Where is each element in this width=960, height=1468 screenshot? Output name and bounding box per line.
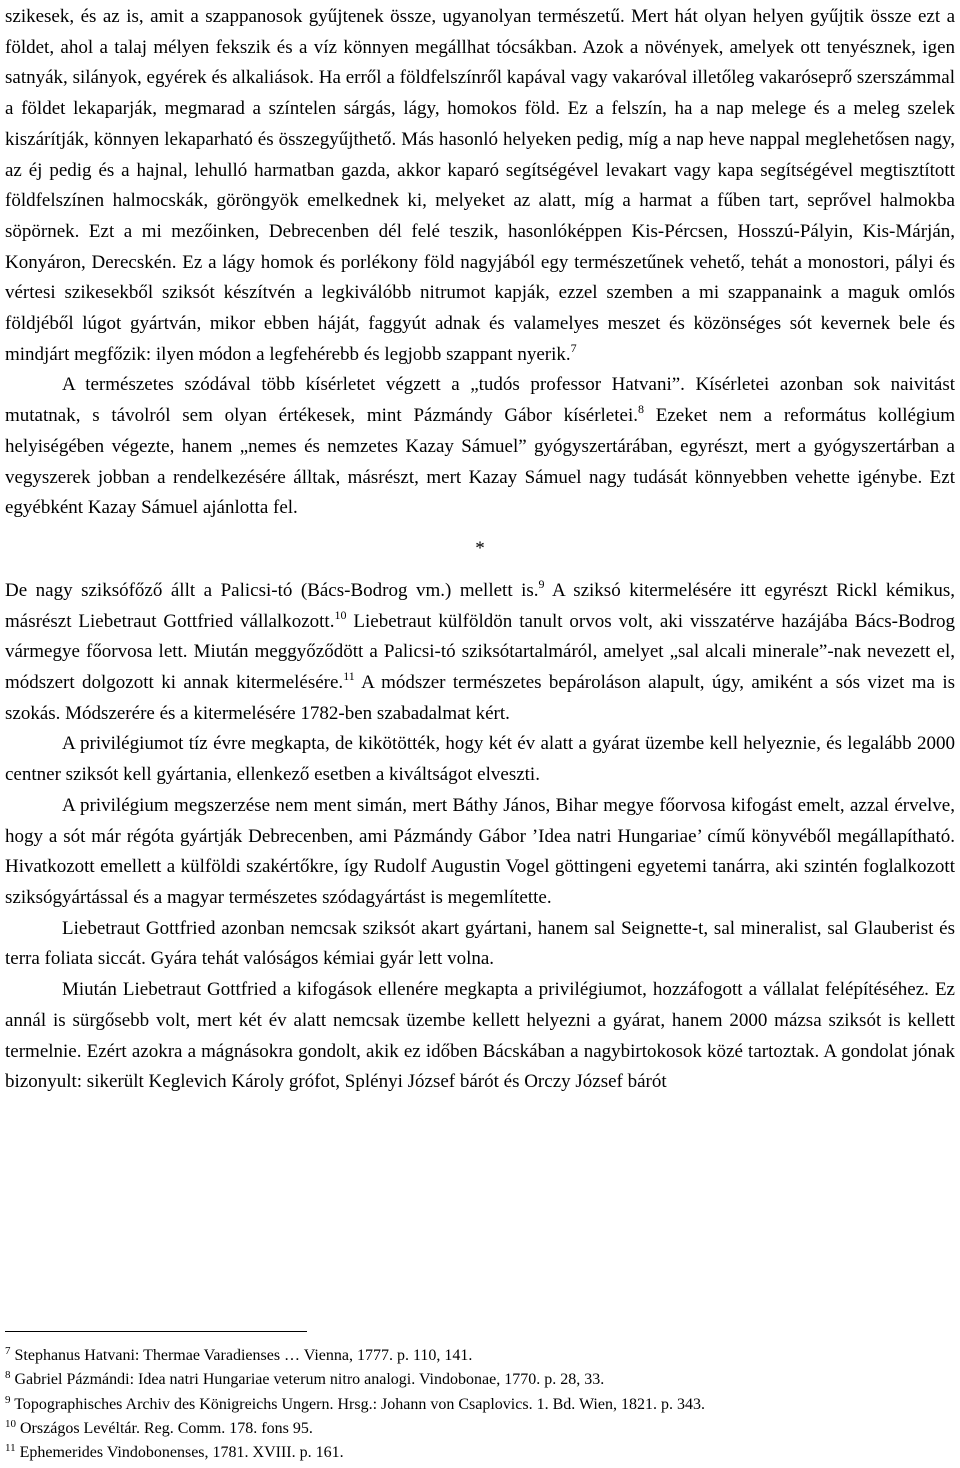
paragraph — [5, 576, 955, 730]
paragraph — [5, 914, 955, 975]
footnote — [5, 1417, 955, 1441]
paragraph-text: A privilégiumot tíz évre megkapta, de kikötötték, hogy két év alatt a gyárat üzembe kell helyeznie, és legalább 2000 centner sziksót kell gyártania, ellenkező esetben a kiváltságot elveszti. — [5, 733, 955, 786]
section-separator: * — [475, 537, 485, 559]
footnote — [5, 1441, 955, 1465]
footnote-reference[interactable]: 11 — [343, 669, 355, 684]
body-text-bottom — [5, 576, 955, 1098]
footnote-text: Gabriel Pázmándi: Idea natri Hungariae veterum nitro analogi. Vindobonae, 1770. p. 28, 33. — [14, 1371, 605, 1389]
footnote-text: Országos Levéltár. Reg. Comm. 178. fons 95. — [20, 1419, 313, 1437]
paragraph-text: De nagy sziksófőző állt a Palicsi-tó (Bács-Bodrog vm.) mellett is. — [5, 579, 539, 601]
paragraph — [5, 2, 955, 370]
footnote-number: 10 — [5, 1417, 16, 1430]
footnote-reference[interactable]: 9 — [538, 576, 545, 591]
paragraph — [5, 975, 955, 1098]
paragraph-text: Liebetraut Gottfried azonban nemcsak sziksót akart gyártani, hanem sal Seignette-t, sal mineralist, sal Glauberist és terra foliata siccát. Gyára tehát valóságos kémiai gyár lett volna. — [5, 917, 955, 970]
paragraph-text: A privilégium megszerzése nem ment simán, mert Báthy János, Bihar megye főorvosa kifogást emelt, azzal érvelve, hogy a sót már régóta gyártják Debrecenben, ami Pázmándy Gábor ’Idea natri Hungariae’ című könyvéből megállapítható. Hivatkozott emellett a külföldi szakértőkre, így Rudolf Augustin Vogel göttingeni egyetemi tanárra, aki szintén foglalkozott sziksógyártással és a magyar természetes szódagyártást is megemlítette. — [5, 794, 955, 908]
paragraph — [5, 729, 955, 790]
footnote-reference[interactable]: 10 — [334, 607, 347, 622]
footnote — [5, 1393, 955, 1417]
paragraph-text: A módszer természetes bepároláson alapult, úgy, amiként a sós vizet ma is szokás. Módszerére és a kitermelésére 1782-ben szabadalmat kért. — [5, 672, 955, 724]
footnote-reference[interactable]: 7 — [570, 340, 577, 355]
paragraph — [5, 791, 955, 914]
footnote-text: Topographisches Archiv des Königreichs Ungern. Hrsg.: Johann von Csaplovics. 1. Bd. Wien, 1821. p. 343. — [14, 1395, 705, 1413]
paragraph — [5, 370, 955, 524]
footnote-reference[interactable]: 8 — [637, 402, 644, 417]
paragraph-text: Ezeket nem a református kollégium helyiségében végezte, hanem „nemes és nemzetes Kazay Sámuel” gyógyszertárában, egyrészt, mert a gyógyszertárban a vegyszerek jobban a rendelkezésére álltak, másrészt, mert Kazay Sámuel nagy tudását könnyebben vehette igénybe. Ezt egyébként Kazay Sámuel ajánlotta fel. — [5, 405, 955, 519]
footnotes — [5, 1344, 955, 1465]
paragraph-text: A természetes szódával több kísérletet végzett a „tudós professor Hatvani”. Kísérletei azonban sok naivitást mutatnak, s távolról sem olyan értékesek, mint Pázmándy Gábor kísérletei. — [5, 374, 955, 427]
footnote-number: 9 — [5, 1393, 11, 1406]
paragraph-text: A sziksó kitermelésére itt egyrészt Rickl kémikus, másrészt Liebetraut Gottfried vállalkozott. — [5, 579, 956, 632]
footnote-text: Ephemerides Vindobonenses, 1781. XVIII. p. 161. — [19, 1444, 344, 1462]
footnote-text: Stephanus Hatvani: Thermae Varadienses … Vienna, 1777. p. 110, 141. — [14, 1347, 473, 1364]
body-text-top — [5, 2, 955, 524]
footnote — [5, 1368, 955, 1392]
footnote-number: 11 — [5, 1442, 16, 1455]
footnote — [5, 1344, 955, 1368]
footnote-rule — [5, 1331, 307, 1332]
footnote-number: 7 — [5, 1345, 11, 1357]
paragraph-text: Miután Liebetraut Gottfried a kifogások ellenére megkapta a privilégiumot, hozzáfogott a vállalat felépítéséhez. Ez annál is sürgősebb volt, mert két év alatt nemcsak üzembe kellett helyezni a gyárat, hanem 2000 mázsa sziksót is kellett termelnie. Ezért azokra a mágnásokra gondolt, akik ez időben Bácskában a nagybirtokosok közé tartoztak. A gondolat jónak bizonyult: sikerült Keglevich Károly grófot, Splényi József bárót és Orczy József bárót — [5, 979, 955, 1093]
paragraph-text: Liebetraut külföldön tanult orvos volt, aki visszatérve hazájába Bács-Bodrog vármegye főorvosa lett. Miután meggyőződött a Palicsi-tó sziksótartalmáról, amelyet „sal alcali minerale”-nak nevezett el, módszert dolgozott ki annak kitermelésére. — [5, 610, 955, 694]
paragraph-text: szikesek, és az is, amit a szappanosok gyűjtenek össze, ugyanolyan természetű. Mert hát olyan helyen gyűjtik össze ezt a földet, ahol a talaj mélyen fekszik és a víz könnyen megállhat tócsákban. Azok a növények, amelyek ott tenyésznek, igen satnyák, silányok, egyérek és alkaliások. Ha erről a földfelszínről kapával vagy vakaróval illetőleg vakaróseprő szerszámmal a földet lekaparják, megmarad a színtelen sárgás, lágy, homokos föld. Ez a felszín, ha a nap melege és a meleg szelek kiszárítják, könnyen lekaparható és összegyűjthető. Más hasonló helyeken pedig, míg a nap heve nappal meglehetősen nagy, az éj pedig és a hajnal, lehulló harmatban gazda, akkor kaparó segítségével levakart vagy kapa segítségével megtisztított földfelszínen halmocskák, göröngyök emelkednek ki, melyeket az alatt, míg a harmat a fűben tart, seprővel halmokba söpörnek. Ezt a mi mezőinken, Debrecenben dél felé teszik, hasonlóképpen Kis-Pércsen, Hosszú-Pályin, Kis-Márján, Konyáron, Derecskén. Ez a lágy homok és porlékony föld nagyjából egy természetűnek vehető, tehát a monostori, pályi és vértesi szikesekből sziksót készítvén a legkiválóbb nitrumot kapják, ezzel szemben a mi szappanaink a maguk omlós földjéből lúgot gyártván, mikor ebben háját, faggyút adnak és valamelyes meszet és közönséges sót kevernek bele és mindjárt megfőzik: ilyen módon a legfehérebb és legjobb szappant nyerik. — [5, 6, 955, 365]
footnote-number: 8 — [5, 1369, 11, 1382]
